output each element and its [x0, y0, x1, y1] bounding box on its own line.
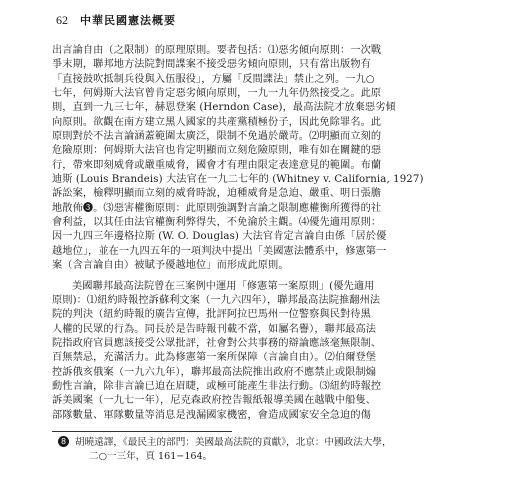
text-line: 向原則。欲觀在南方建立黑人國家的共產黨積極份子，因此免除罪名。此: [52, 116, 382, 128]
page-number: 62: [56, 12, 68, 27]
text-line: 迪斯 (Louis Brandeis) 大法官在一九二七年的 (Whitney v. California, 1927): [52, 174, 424, 186]
footnote-divider: [52, 431, 232, 432]
body-text: [52, 44, 472, 423]
text-line: 出言論自由（之限制）的原理原則。要者包括：⑴惡劣傾向原則：一次戰: [52, 45, 382, 56]
text-line: 百無禁忌，充滿活力。此為修憲第一案所保障（言論自由）。⑵伯爾登堡: [52, 352, 377, 364]
text-line: 美國聯邦最高法院曾在三案例中運用「修憲第一案原則」(優先適用: [72, 280, 375, 292]
text-line: 會利益，以其任由法官權衡利弊得失，不免淪於主觀。⑷優先適用原則：: [52, 217, 382, 229]
running-title: 中華民國憲法概要: [80, 14, 176, 27]
text-line: 越地位」，並在一九四五年的一項判決中提出「美國憲法體系中，修憲第一: [52, 245, 387, 257]
text-line: 院的判決（紐約時報的廣告宣傳，批評阿拉巴馬州一位警察與民對待黑: [52, 309, 371, 321]
text-line: 訴美國案（一九七一年），尼克森政府控告報紙報導美國在越戰中船隻、: [52, 395, 377, 407]
text-line: 爭末期，聯邦地方法院對間諜案不接受惡劣傾向原則，只有當出版物有: [52, 59, 371, 71]
footnote-marker: 8: [58, 436, 69, 447]
text-line: 危險原則：何姆斯大法官也肯定明顯而立刻危險原則，唯有如在關鍵的惡: [52, 145, 382, 157]
paragraph-1: [52, 44, 472, 274]
paragraph-2: [52, 280, 472, 423]
text-line: 人權的民眾的行為。同長於是告時報刊載不當，如屬名譽），聯邦最高法: [52, 323, 377, 335]
text-line: 則，直到一九三七年，赫恩登案 (Herndon Case)，最高法院才放棄惡劣傾: [52, 102, 396, 114]
text-line: 案（含言論自由）被賦予優越地位」而形成此原則。: [52, 260, 289, 272]
text-line: 地散佈❸。⑶惡害權衡原則：此原則強調對言論之限制應權衡所獲得的社: [52, 202, 382, 214]
text-line: 訴訟案，檢釋明顯而立刻的威脅時說，迫種威脅是急迫、嚴重、明日張膽: [52, 188, 382, 200]
text-line: 「直接鼓吹抵制兵役與入伍服役」，方屬「反間諜法」禁止之列。一九○: [52, 73, 375, 85]
text-line: 原則對於不法言論涵蓋範圍太廣泛，限制不免過於嚴苛。⑵明顯而立刻的: [52, 131, 382, 143]
text-line: 控訴俄亥俄案（一九六九年），聯邦最高法院推出政府不應禁止或限制煽: [52, 366, 377, 378]
text-line: 行，帶來即刻威脅或嚴重威脅，國會才有理由限定表達意見的範圍。布蘭: [52, 159, 382, 171]
text-line: 動性言論，除非言論已迫在眉睫，或極可能產生非法行動。⑶紐約時報控: [52, 380, 382, 392]
footnote: [58, 436, 478, 464]
footnote-text: 胡曉遠譯，《最民主的部門：美國最高法院的貢獻》，北京：中國政法大學，: [75, 437, 392, 448]
footnote-line: 二○一三年，頁 161−164。: [89, 451, 213, 462]
text-line: 因一九四三年邊格拉斯 (W. O. Douglas) 大法官肯定言論自由係「居於優: [52, 231, 387, 243]
page-header: [56, 10, 476, 30]
footnote-line: [58, 436, 478, 450]
text-line: 原則)：⑴紐約時報控訴蘇利文案（一九六四年），聯邦最高法院推翻州法: [52, 294, 381, 306]
text-line: 七年，何姆斯大法官曾肯定惡劣傾向原則，一九一九年仍然接受之。此原: [52, 88, 382, 100]
text-line: 院指政府官員應該接受公眾批評，社會對公共事務的辯論應該毫無限制、: [52, 337, 382, 349]
text-line: 部隊數量、軍隊數量等消息是洩漏國家機密，會造成國家安全急迫的傷: [52, 409, 371, 421]
